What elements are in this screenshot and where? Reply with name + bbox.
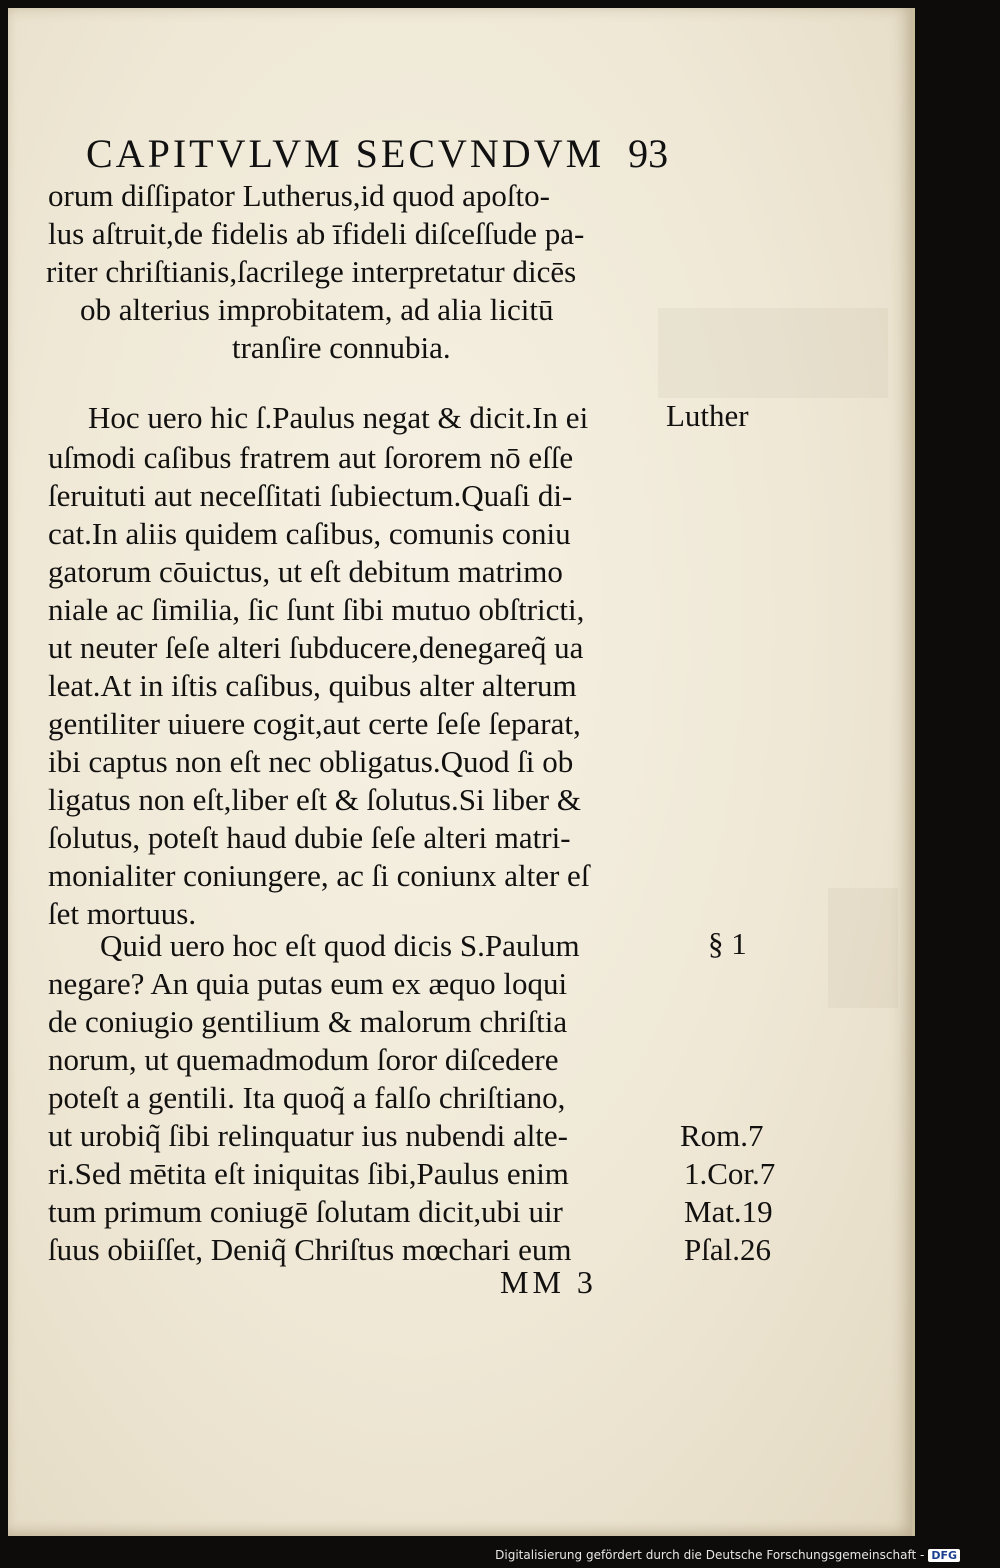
marginal-reference: Rom.7	[680, 1118, 764, 1153]
marginal-reference: Pſal.26	[684, 1232, 771, 1267]
marginal-reference: 1.Cor.7	[684, 1156, 776, 1191]
text-line: ſet mortuus.	[48, 896, 197, 931]
text-line: orum diſſipator Lutherus,id quod apoſto-	[48, 178, 550, 213]
text-line: Hoc uero hic ſ.Paulus negat & dicit.In ei	[88, 400, 589, 435]
book-page	[8, 8, 915, 1536]
text-line: leat.At in iſtis caſibus, quibus alter alterum	[48, 668, 577, 703]
text-line: tranſire connubia.	[232, 330, 451, 365]
text-line: ſeruituti aut neceſſitati ſubiectum.Quaſi di-	[48, 478, 573, 513]
credit-text: Digitalisierung gefördert durch die Deutsche Forschungsgemeinschaft -	[495, 1548, 925, 1562]
running-title: CAPITVLVM SECVNDVM	[86, 131, 605, 176]
show-through-text	[828, 888, 898, 1008]
text-line: poteſt a gentili. Ita quoq̃ a falſo chriſtiano,	[48, 1080, 566, 1115]
text-line: tum primum coniugē ſolutam dicit,ubi uir	[48, 1194, 563, 1229]
marginal-section-mark: § 1	[708, 926, 747, 961]
text-line: ut neuter ſeſe alteri ſubducere,denegareq̃ ua	[48, 630, 584, 665]
text-line: lus aſtruit,de fidelis ab īfideli diſceſſude pa-	[48, 216, 585, 251]
digitization-credit	[495, 1548, 960, 1562]
text-line: uſmodi caſibus fratrem aut ſororem nō eſſe	[48, 440, 574, 475]
text-line: ob alterius improbitatem, ad alia licitū	[80, 292, 554, 327]
text-line: riter chriſtianis,ſacrilege interpretatur dicēs	[46, 254, 577, 289]
text-line: monialiter coniungere, ac ſi coniunx alter eſ	[48, 858, 590, 893]
text-line: ut urobiq̃ ſibi relinquatur ius nubendi alte-	[48, 1118, 569, 1153]
text-line: niale ac ſimilia, ſic ſunt ſibi mutuo obſtricti,	[48, 592, 585, 627]
text-line: gentiliter uiuere cogit,aut certe ſeſe ſeparat,	[48, 706, 581, 741]
text-line: ſuus obiiſſet, Deniq̃ Chriſtus mœchari eum	[48, 1232, 572, 1267]
show-through-text	[658, 308, 888, 398]
text-line: ligatus non eſt,liber eſt & ſolutus.Si liber &	[48, 782, 581, 817]
signature-mark: MM 3	[500, 1264, 597, 1300]
text-line: cat.In aliis quidem caſibus, comunis coniu	[48, 516, 571, 551]
folio-number: 93	[628, 131, 669, 176]
text-line: ibi captus non eſt nec obligatus.Quod ſi ob	[48, 744, 574, 779]
text-line: ſolutus, poteſt haud dubie ſeſe alteri matri-	[48, 820, 571, 855]
running-header	[86, 130, 668, 177]
dfg-logo-icon: DFG	[928, 1549, 960, 1562]
text-line: Quid uero hoc eſt quod dicis S.Paulum	[100, 928, 580, 963]
text-line: norum, ut quemadmodum ſoror diſcedere	[48, 1042, 559, 1077]
text-line: de coniugio gentilium & malorum chriſtia	[48, 1004, 568, 1039]
marginal-reference: Mat.19	[684, 1194, 773, 1229]
text-line: gatorum cōuictus, ut eſt debitum matrimo	[48, 554, 563, 589]
text-line: ri.Sed mētita eſt iniquitas ſibi,Paulus enim	[48, 1156, 569, 1191]
marginal-note-luther: Luther	[666, 398, 749, 433]
text-line: negare? An quia putas eum ex æquo loqui	[48, 966, 568, 1001]
